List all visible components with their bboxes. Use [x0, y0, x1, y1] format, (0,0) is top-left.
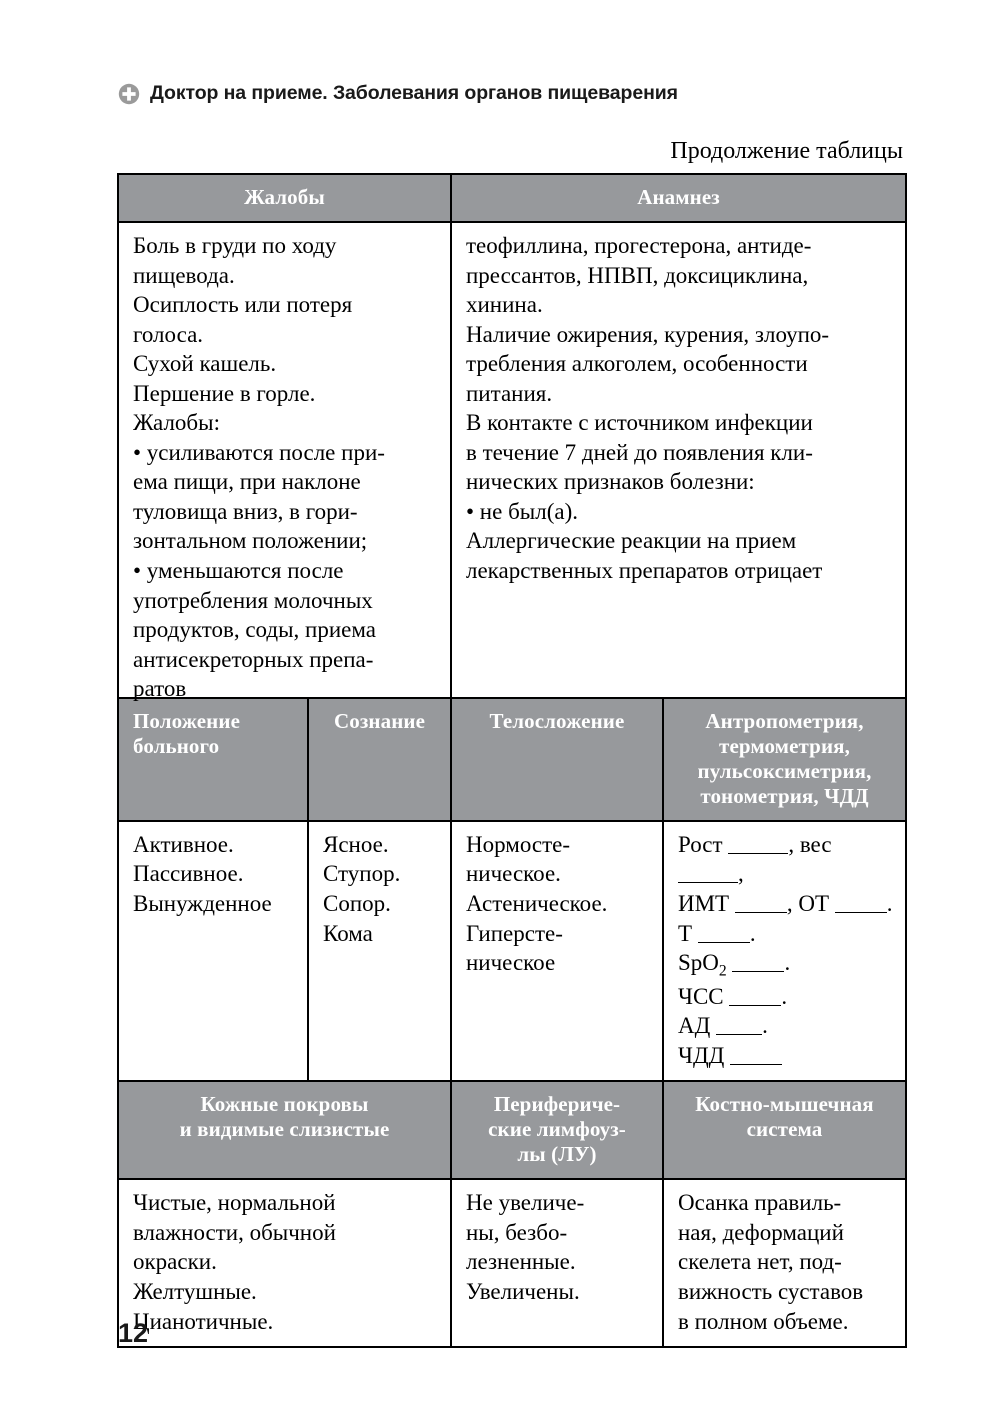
- header-cell-body-build: [451, 698, 663, 821]
- header-label-anthropometry: Антропометрия,: [705, 708, 864, 733]
- anamnesis-line: Наличие ожирения, курения, злоупо-: [466, 321, 830, 347]
- musculoskeletal-line: Осанка правиль-: [678, 1190, 842, 1216]
- table-row-skin-lymph-msk-values: [118, 1179, 906, 1347]
- position-line: Вынужденное: [133, 891, 272, 917]
- complaints-line: Жалобы:: [133, 410, 220, 436]
- anamnesis-line: в течение 7 дней до появления кли-: [466, 439, 813, 465]
- table-row-complaints-anamnesis: [118, 222, 906, 698]
- complaints-line: пищевода.: [133, 262, 235, 288]
- header-label-lymph-nodes: лы (ЛУ): [517, 1142, 597, 1167]
- header-cell-consciousness: [308, 698, 451, 821]
- anamnesis-line: прессантов, НПВП, доксициклина,: [466, 262, 809, 288]
- complaints-line: ема пищи, при наклоне: [133, 469, 361, 495]
- lymph-line: ны, безбо-: [466, 1219, 568, 1245]
- header-label-musculoskeletal: Костно-мышечная: [695, 1092, 874, 1117]
- cell-lymph-nodes: [451, 1179, 663, 1347]
- table-row-examination-values: [118, 821, 906, 1082]
- anthropometry-line-spo2: SpO$_2$ .: [678, 950, 791, 980]
- header-cell-anthropometry: [663, 698, 906, 821]
- header-label-anthropometry: термометрия,: [719, 733, 850, 758]
- anamnesis-line: требления алкоголем, особенности: [466, 351, 808, 377]
- complaints-line: антисекреторных препа-: [133, 646, 374, 672]
- lymph-line: Не увеличе-: [466, 1190, 585, 1216]
- musculoskeletal-line: скелета нет, под-: [678, 1249, 842, 1275]
- header-label-lymph-nodes: ские лимфоуз-: [488, 1117, 626, 1142]
- table-continuation-caption: Продолжение таблицы: [670, 138, 903, 164]
- complaints-line: • усиливаются после при-: [133, 439, 385, 465]
- complaints-line: ратов: [133, 676, 187, 702]
- skin-line: влажности, обычной: [133, 1219, 336, 1245]
- header-cell-lymph-nodes: [451, 1081, 663, 1179]
- complaints-line: продуктов, соды, приема: [133, 617, 376, 643]
- complaints-line: Першение в горле.: [133, 380, 316, 406]
- build-line: Нормосте-: [466, 831, 571, 857]
- table-header-row-skin-lymph-msk: [118, 1081, 906, 1179]
- header-label-lymph-nodes: Перифериче-: [493, 1092, 621, 1117]
- lymph-line: Увеличены.: [466, 1279, 580, 1305]
- blank-bmi[interactable]: [735, 912, 787, 913]
- blank-blood-pressure[interactable]: [716, 1034, 762, 1035]
- header-label-anthropometry: пульсоксиметрия,: [697, 758, 872, 783]
- complaints-line: голоса.: [133, 321, 204, 347]
- header-label-patient-position: Положение: [133, 708, 241, 733]
- cell-skin: [118, 1179, 451, 1347]
- running-head-title: Доктор на приеме. Заболевания органов пищеварения: [150, 82, 678, 104]
- cell-body-build: [451, 821, 663, 1082]
- header-label-patient-position: больного: [133, 733, 220, 758]
- cell-musculoskeletal: [663, 1179, 906, 1347]
- blank-resp-rate[interactable]: [730, 1064, 782, 1065]
- skin-line: окраски.: [133, 1249, 217, 1275]
- blank-temperature[interactable]: [698, 942, 750, 943]
- musculoskeletal-line: в полном объеме.: [678, 1308, 849, 1334]
- anthropometry-line-heart-rate: ЧСС .: [678, 983, 788, 1009]
- anthropometry-fill-in-block: [664, 822, 905, 1081]
- header-label-musculoskeletal: система: [746, 1117, 823, 1142]
- skin-line: Цианотичные.: [133, 1308, 274, 1334]
- consciousness-line: Кома: [323, 920, 373, 946]
- header-label-complaints: Жалобы: [244, 185, 325, 209]
- anamnesis-line: нических признаков болезни:: [466, 469, 755, 495]
- anthropometry-line-temperature: Т .: [678, 920, 756, 946]
- anamnesis-line: лекарственных препаратов отрицает: [466, 558, 823, 583]
- anamnesis-line: хинина.: [466, 292, 543, 318]
- anamnesis-line: питания.: [466, 380, 553, 406]
- anthropometry-line-height-weight: Рост , вес ,: [678, 831, 838, 887]
- skin-line: Желтушные.: [133, 1279, 257, 1305]
- header-cell-skin: [118, 1081, 451, 1179]
- complaints-line: употребления молочных: [133, 587, 373, 613]
- complaints-line: Осиплость или потеря: [133, 292, 353, 318]
- consciousness-line: Сопор.: [323, 891, 391, 917]
- complaints-line: туловища вниз, в гори-: [133, 498, 358, 524]
- anamnesis-line: В контакте с источником инфекции: [466, 410, 813, 436]
- header-label-skin: и видимые слизистые: [179, 1117, 390, 1142]
- musculoskeletal-line: вижность суставов: [678, 1279, 864, 1305]
- clinical-examination-table: [117, 173, 907, 1348]
- consciousness-line: Ясное.: [323, 831, 389, 857]
- anamnesis-line: теофиллина, прогестерона, антиде-: [466, 232, 812, 258]
- blank-heart-rate[interactable]: [729, 1005, 781, 1006]
- complaints-line: • уменьшаются после: [133, 558, 344, 583]
- build-line: Астеническое.: [466, 891, 608, 917]
- header-label-anthropometry: тонометрия, ЧДД: [700, 783, 869, 808]
- cell-complaints: [118, 222, 451, 702]
- medical-cross-circle-icon: [118, 83, 140, 105]
- header-cell-patient-position: [118, 698, 308, 821]
- header-label-body-build: Телосложение: [489, 708, 625, 733]
- lymph-line: лезненные.: [466, 1249, 576, 1275]
- anthropometry-line-resp-rate: ЧДД: [678, 1041, 895, 1071]
- anamnesis-line: • не был(а).: [466, 498, 578, 524]
- blank-waist[interactable]: [835, 912, 887, 913]
- anthropometry-line-bmi-waist: ИМТ , ОТ .: [678, 891, 893, 917]
- build-line: ническое: [466, 950, 556, 976]
- blank-height[interactable]: [728, 853, 788, 854]
- cell-anamnesis: [451, 222, 906, 698]
- header-label-consciousness: Сознание: [333, 708, 426, 733]
- header-cell-complaints: [118, 174, 451, 222]
- blank-weight[interactable]: [678, 882, 738, 883]
- table-header-row-complaints: [118, 174, 906, 222]
- anthropometry-line-blood-pressure: АД .: [678, 1013, 768, 1039]
- cell-patient-position: [118, 821, 308, 1082]
- complaints-line: Боль в груди по ходу: [133, 232, 337, 258]
- cell-anthropometry: [663, 821, 906, 1082]
- consciousness-line: Ступор.: [323, 861, 401, 887]
- position-line: Активное.: [133, 831, 234, 857]
- header-cell-anamnesis: [451, 174, 906, 222]
- musculoskeletal-line: ная, деформаций: [678, 1219, 844, 1245]
- anamnesis-line: Аллергические реакции на прием: [466, 528, 797, 554]
- header-cell-musculoskeletal: [663, 1081, 906, 1179]
- build-line: Гиперсте-: [466, 920, 563, 946]
- running-head: [118, 82, 678, 105]
- cell-consciousness: [308, 821, 451, 1082]
- page-number: 12: [118, 1318, 149, 1348]
- position-line: Пассивное.: [133, 861, 244, 887]
- header-label-anamnesis: Анамнез: [637, 185, 720, 209]
- complaints-line: зонтальном положении;: [133, 528, 368, 554]
- blank-spo2[interactable]: [732, 971, 784, 972]
- table-header-row-examination: [118, 698, 906, 821]
- skin-line: Чистые, нормальной: [133, 1190, 336, 1216]
- complaints-line: Сухой кашель.: [133, 351, 277, 377]
- header-label-skin: Кожные покровы: [200, 1092, 369, 1117]
- build-line: ническое.: [466, 861, 561, 887]
